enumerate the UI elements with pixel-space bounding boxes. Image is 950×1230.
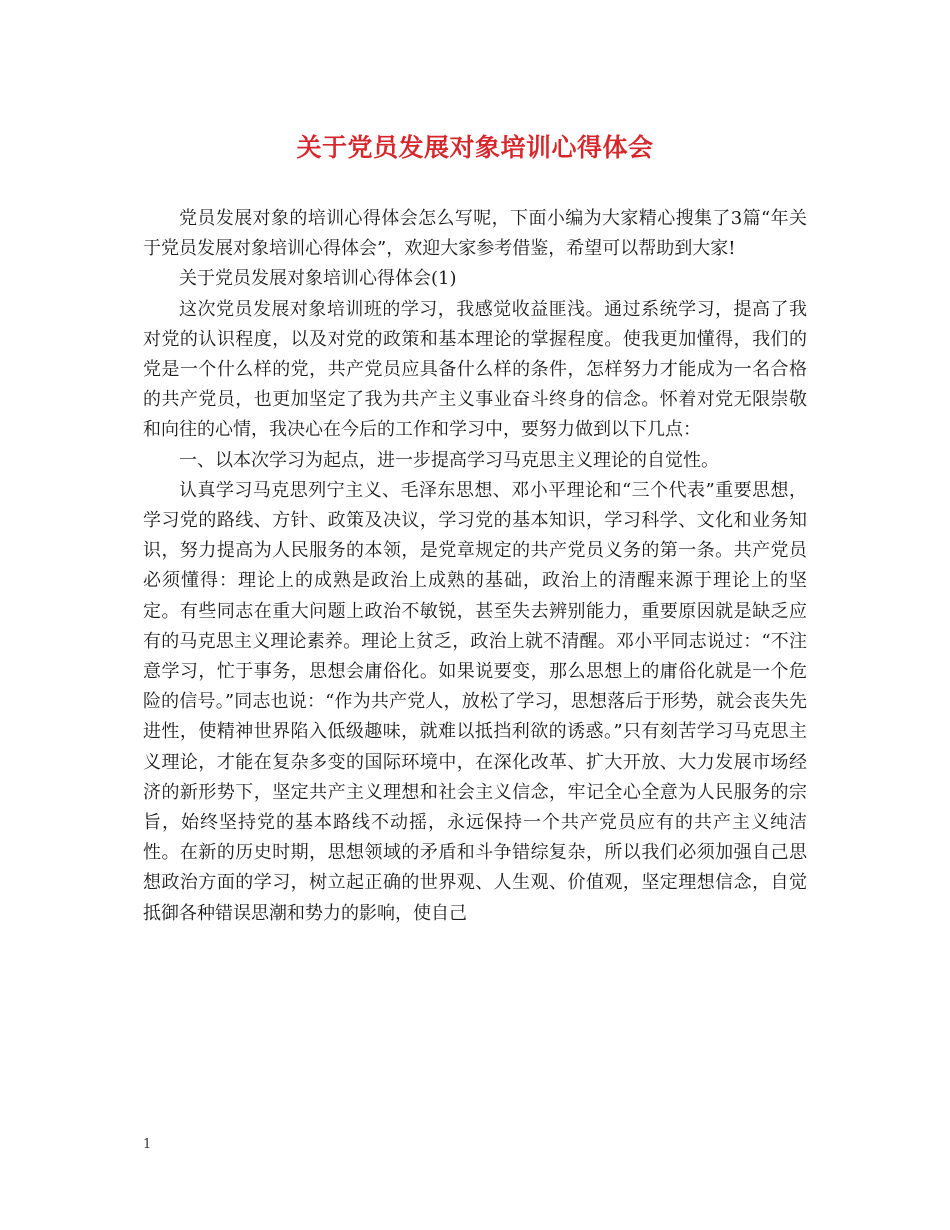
section-heading: 关于党员发展对象培训心得体会(1) bbox=[179, 268, 457, 290]
document-body bbox=[143, 204, 807, 929]
page-number: 1 bbox=[143, 1137, 152, 1152]
intro-paragraph: 党员发展对象的培训心得体会怎么写呢，下面小编为大家精心搜集了3篇“年关于党员发展对象培训心得体会”，欢迎大家参考借鉴，希望可以帮助到大家! bbox=[143, 208, 807, 260]
body-paragraph: 认真学习马克思列宁主义、毛泽东思想、邓小平理论和“三个代表”重要思想，学习党的路线、方针、政策及决议，学习党的基本知识，学习科学、文化和业务知识，努力提高为人民服务的本领，是党章规定的共产党员义务的第一条。共产党员必须懂得：理论上的成熟是政治上成熟的基础，政治上的清醒来源于理论上的坚定。有些同志在重大问题上政治不敏锐，甚至失去辨别能力，重要原因就是缺乏应有的马克思主义理论素养。理论上贫乏，政治上就不清醒。邓小平同志说过：“不注意学习，忙于事务，思想会庸俗化。如果说要变，那么思想上的庸俗化就是一个危险的信号。”同志也说：“作为共产党人，放松了学习，思想落后于形势，就会丧失先进性，使精神世界陷入低级趣味，就难以抵挡利欲的诱惑。”只有刻苦学习马克思主义理论，才能在复杂多变的国际环境中，在深化改革、扩大开放、大力发展市场经济的新形势下，坚定共产主义理想和社会主义信念，牢记全心全意为人民服务的宗旨，始终坚持党的基本路线不动摇，永远保持一个共产党员应有的共产主义纯洁性。在新的历史时期，思想领域的矛盾和斗争错综复杂，所以我们必须加强自己思想政治方面的学习，树立起正确的世界观、人生观、价值观，坚定理想信念，自觉抵御各种错误思潮和势力的影响，使自己 bbox=[143, 479, 807, 924]
point-heading: 一、以本次学习为起点，进一步提高学习马克思主义理论的自觉性。 bbox=[179, 449, 719, 471]
body-paragraph: 这次党员发展对象培训班的学习，我感觉收益匪浅。通过系统学习，提高了我对党的认识程度，以及对党的政策和基本理论的掌握程度。使我更加懂得，我们的党是一个什么样的党，共产党员应具备什么样的条件，怎样努力才能成为一名合格的共产党员，也更加坚定了我为共产主义事业奋斗终身的信念。怀着对党无限崇敬和向往的心情，我决心在今后的工作和学习中，要努力做到以下几点： bbox=[143, 298, 807, 441]
document-title: 关于党员发展对象培训心得体会 bbox=[296, 133, 654, 162]
